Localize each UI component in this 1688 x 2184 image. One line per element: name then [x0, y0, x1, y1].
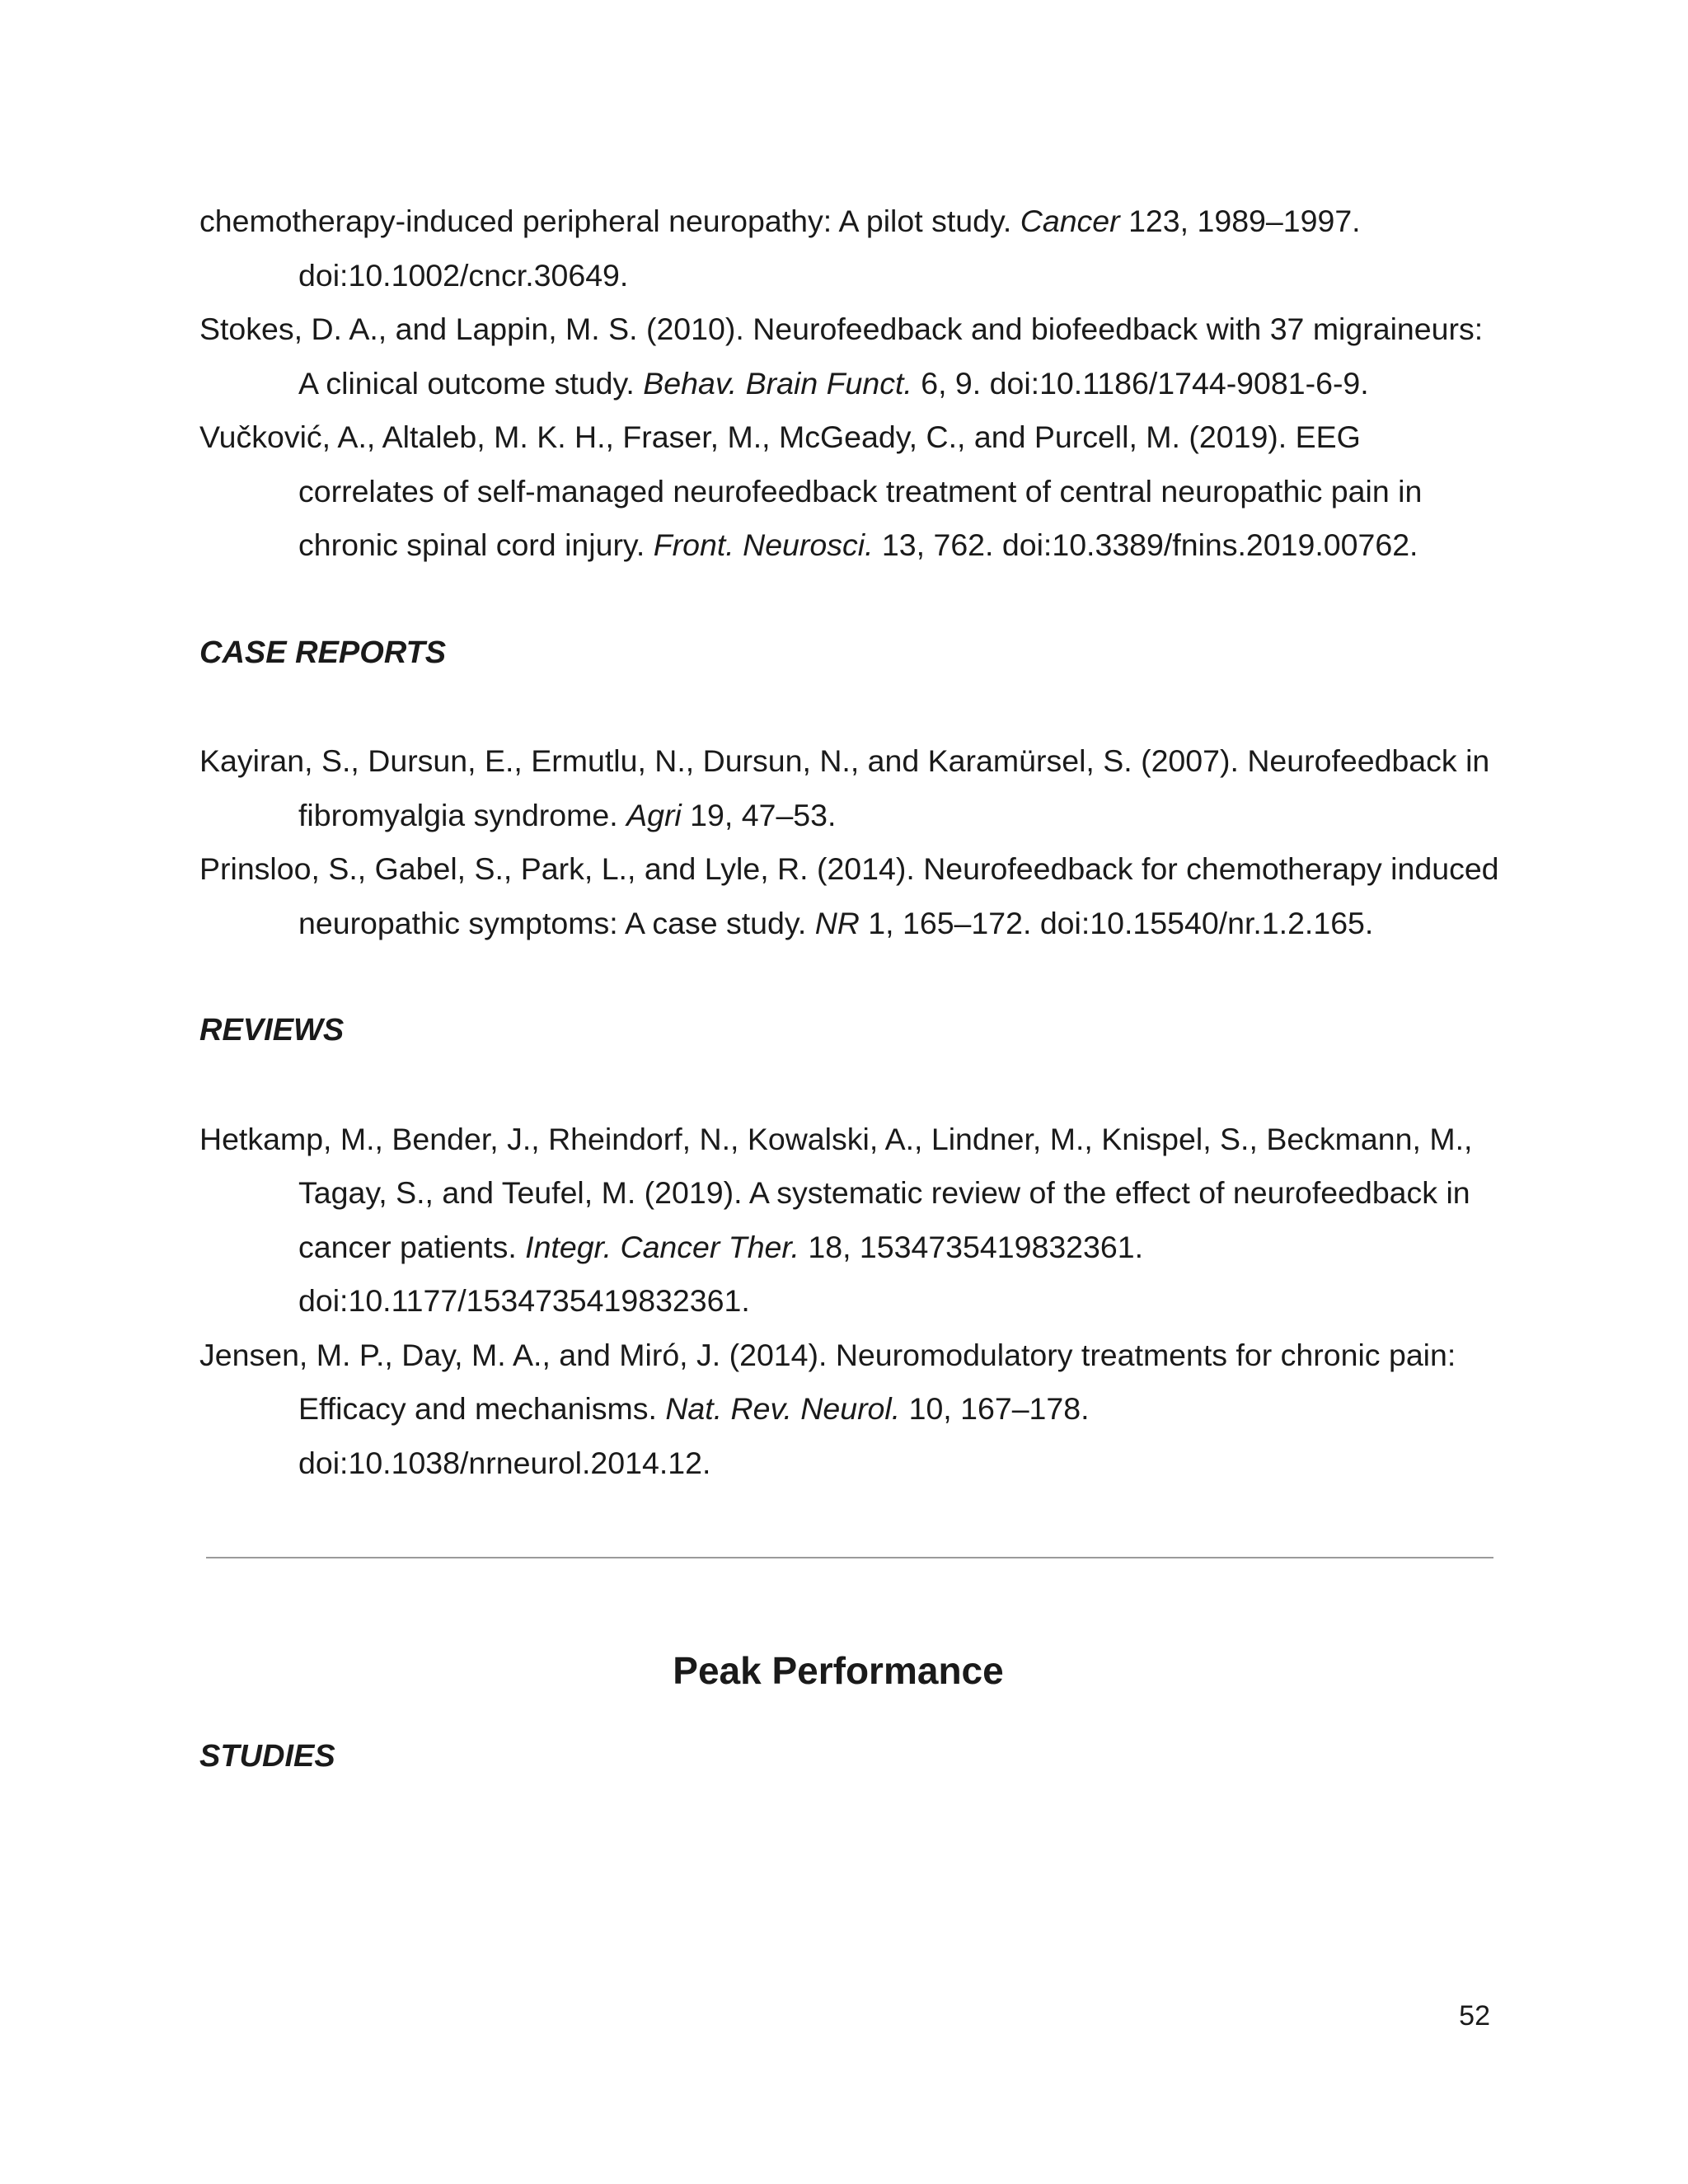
reference-text: Prinsloo, S., Gabel, S., Park, L., and Lyle, R. (2014). Neurofeedback for chemotherapy induced neuropathic symptoms: A case study. [199, 851, 1499, 940]
reference-text: Stokes, D. A., and Lappin, M. S. (2010). Neurofeedback and biofeedback with 37 migraineurs: A clinical outcome study. [199, 312, 1484, 401]
section-divider [206, 1557, 1493, 1558]
reference-entry [199, 842, 1502, 950]
reference-journal: Cancer [1020, 204, 1120, 238]
page-number: 52 [1459, 2000, 1490, 2032]
reference-entry [199, 1329, 1502, 1491]
reference-citation: 6, 9. doi:10.1186/1744-9081-6-9. [912, 365, 1369, 401]
reference-citation: 18, 1534735419832361. doi:10.1177/1534735419832361. [298, 1229, 1144, 1318]
reference-text: chemotherapy-induced peripheral neuropathy: A pilot study. [199, 204, 1020, 238]
reference-citation: 19, 47–53. [681, 797, 837, 832]
reference-entry [199, 1113, 1502, 1329]
reference-entry [199, 302, 1502, 410]
reference-entry [199, 734, 1502, 842]
major-heading-peak-performance: Peak Performance [673, 1649, 1004, 1692]
section-heading-case-reports: CASE REPORTS [199, 635, 447, 670]
reference-journal: Nat. Rev. Neurol. [665, 1391, 901, 1426]
reference-text: Hetkamp, M., Bender, J., Rheindorf, N., Kowalski, A., Lindner, M., Knispel, S., Beckmann, M., Tagay, S., and Teufel, M. (2019). A systematic review of the effect of neurofeedback in cancer patients. [199, 1121, 1473, 1264]
reference-text: Vučković, A., Altaleb, M. K. H., Fraser, M., McGeady, C., and Purcell, M. (2019). EEG correlates of self-managed neurofeedback treatment of central neuropathic pain in chronic spinal cord injury. [199, 419, 1423, 562]
reference-citation: 123, 1989–1997. doi:10.1002/cncr.30649. [298, 204, 1361, 293]
section-heading-studies: STUDIES [199, 1739, 335, 1774]
reference-entry [199, 410, 1502, 573]
reference-citation: 1, 165–172. doi:10.15540/nr.1.2.165. [859, 905, 1374, 940]
reference-text: Kayiran, S., Dursun, E., Ermutlu, N., Dursun, N., and Karamürsel, S. (2007). Neurofeedback in fibromyalgia syndrome. [199, 743, 1490, 832]
reference-entry [199, 194, 1502, 302]
section-heading-reviews: REVIEWS [199, 1013, 345, 1047]
reference-citation: 10, 167–178. doi:10.1038/nrneurol.2014.12. [298, 1391, 1090, 1480]
reference-text: Jensen, M. P., Day, M. A., and Miró, J. (2014). Neuromodulatory treatments for chronic pain: Efficacy and mechanisms. [199, 1337, 1456, 1426]
reference-journal: Integr. Cancer Ther. [525, 1229, 799, 1264]
reference-journal: NR [814, 905, 860, 940]
page-content [199, 194, 1502, 1784]
reference-journal: Agri [626, 797, 682, 832]
reference-journal: Front. Neurosci. [653, 527, 874, 562]
reference-journal: Behav. Brain Funct. [643, 365, 912, 401]
reference-citation: 13, 762. doi:10.3389/fnins.2019.00762. [873, 527, 1418, 562]
